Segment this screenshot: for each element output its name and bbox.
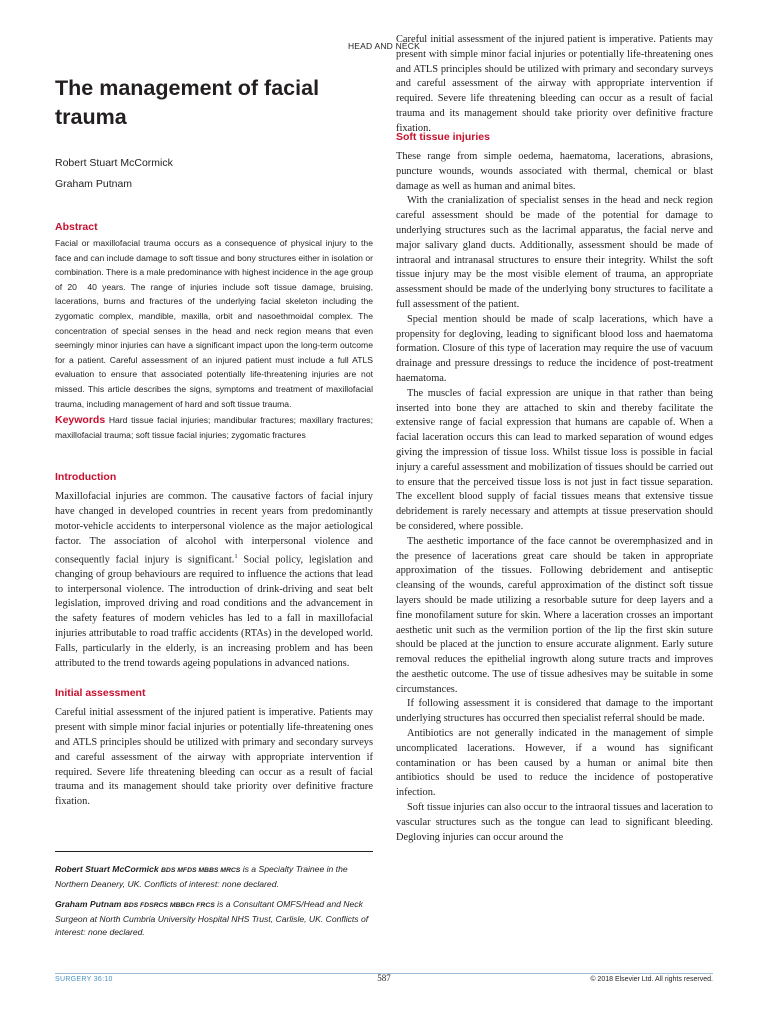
- soft-tissue-paragraph-6: If following assessment it is considered that damage to the important underlying structures has occurred then specialist referral should be made.: [396, 698, 713, 725]
- soft-tissue-paragraph-5: The aesthetic importance of the face cannot be overemphasized and in the presence of lacerations great care should be taken in appropriate approximation of the tissues. Following debridement and antiseptic cleansing of the wounds, careful approximation of the distinct soft tissue layers should be made utilizing a resorbable suture for deep layers and a fine monofilament suture for skin. Where a laceration crosses an important aesthetic unit such as the vermilion portion of the lip the first skin suture should be placed at the junction to ensure accurate alignment. Early suture removal reduces the epithelial ingrowth along suture tracts and improves the aesthetic outcome. The use of tissue adhesives may be suitable in some circumstances.: [396, 535, 713, 695]
- footnote-divider: [55, 851, 373, 852]
- soft-tissue-heading: Soft tissue injuries: [396, 131, 490, 143]
- initial-assessment-overflow: Careful initial assessment of the injured patient is imperative. Patients may present with simple minor facial injuries or potentially life-threatening ones and ATLS principles should be utilized with primary and secondary surveys and careful assessment of the airway with appropriate intervention if required. Severe life threatening bleeding can occur as a result of facial trauma and its management should take priority over definitive fracture fixation.: [396, 34, 713, 134]
- left-column: [55, 74, 374, 808]
- page-number: 587: [377, 973, 391, 983]
- soft-tissue-paragraph-2: With the cranialization of specialist senses in the head and neck region careful assessment should be made of the potential for damage to underlying structures such as the lacrimal apparatus, the facial nerve and major salivary gland ducts. Additionally, assessment should be made of intraoral and intranasal structures to ensure their integrity. Whilst the soft tissue injury may be the most visible element of trauma, an appropriate assessment should be made of the underlying bony structures to facilitate a full assessment of the patient.: [396, 195, 713, 310]
- right-column: [396, 34, 713, 845]
- footer-journal: SURGERY 36:10: [55, 976, 113, 983]
- keywords-label: Keywords: [55, 414, 106, 427]
- bio-1: [55, 863, 373, 890]
- bio-2-credentials: BDS FDSRCS MBBCh FRCS: [123, 902, 215, 910]
- soft-tissue-paragraph-1: These range from simple oedema, haematoma, lacerations, abrasions, puncture wounds, wounds associated with thermal, chemical or blast damage as well as human and animal bites.: [396, 151, 713, 192]
- author-bios: [55, 863, 373, 939]
- author-1: Robert Stuart McCormick: [55, 157, 173, 169]
- bio-1-text: is a Specialty Trainee in the Northern Deanery, UK. Conflicts of interest: none declared.: [55, 864, 348, 889]
- introduction-text-part-2: Social policy, legislation and changing of group behaviours are required to influence the actions that lead to interpersonal violence. The introduction of drink-driving and seat belt legislation, improved driving and road conditions and the advancement in the safety features of modern vehicles has led to a fall in maxillofacial injuries attributable to road traffic accidents (RTAs) in the developed world. Falls, particularly in the elderly, is an increasing problem and has been attributed to the trend towards ageing populations in advanced nations.: [55, 553, 374, 669]
- soft-tissue-paragraph-3: Special mention should be made of scalp lacerations, which have a propensity for degloving, leading to significant blood loss and haematoma formation. Closure of this type of laceration may require the use of vacuum drainage and pressure dressings to reduce the incidence of post-treatment haematoma.: [396, 313, 713, 384]
- introduction-paragraph: [55, 490, 373, 671]
- running-head: HEAD AND NECK: [347, 41, 421, 51]
- bio-1-name: Robert Stuart McCormick: [55, 864, 159, 874]
- keywords-list: Hard tissue facial injuries; mandibular fractures; maxillary fractures; maxillofacial trauma; soft tissue facial injuries; zygomatic fractures: [55, 415, 373, 440]
- initial-assessment-heading: Initial assessment: [55, 687, 146, 700]
- keywords: [55, 413, 373, 442]
- bio-1-credentials: BDS MFDS MBBS MRCS: [161, 867, 241, 874]
- bio-2-text: is a Consultant OMFS/Head and Neck Surgeon at North Cumbria University Hospital NHS Trust, Carlisle, UK. Conflicts of interest: none declared.: [55, 899, 369, 937]
- article-title: The management of facial trauma: [55, 76, 320, 129]
- initial-assessment-paragraph: Careful initial assessment of the injured patient is imperative. Patients may present with simple minor facial injuries or potentially life-threatening ones and ATLS principles should be utilized with primary and secondary surveys and careful assessment of the airway with appropriate intervention if required. Severe life threatening bleeding can occur as a result of facial trauma and its management should take priority over definitive fracture fixation.: [55, 707, 373, 808]
- soft-tissue-paragraph-4: The muscles of facial expression are unique in that rather than being inserted into bone they are attached to skin and thereby facilitate the extensive range of facial expression that humans are capable of. When a facial laceration occurs this can lead to marked separation of wound edges giving the impression of tissue loss. Whilst tissue loss is possible in facial injury a careful assessment and mobilization of tissues should be carried out to ensure that the perceived tissue loss is not just in fact tissue separation. The excellent blood supply of facial tissues means that extensive tissue debridement is rarely necessary and attempts at tissue preservation should be considered, where possible.: [396, 387, 713, 532]
- author-2: Graham Putnam: [55, 178, 133, 190]
- bio-2-name: Graham Putnam: [55, 899, 122, 910]
- soft-tissue-paragraph-8: Soft tissue injuries can also occur to the intraoral tissues and laceration to vascular structures such as the tongue can lead to significant bleeding. Degloving injuries can occur around the: [396, 802, 713, 843]
- initial-assessment-continuation: [396, 33, 713, 134]
- introduction-heading: Introduction: [55, 471, 117, 484]
- bio-2: [55, 898, 373, 938]
- abstract-heading: Abstract: [55, 221, 98, 233]
- footer-copyright: © 2018 Elsevier Ltd. All rights reserved.: [590, 976, 713, 983]
- introduction-text-part-1: Maxillofacial injuries are common. The causative factors of facial injury have changed in developed countries in recent years from predominantly motor-vehicle accidents to interpersonal violence as the major aetiological factor. The association of alcohol with interpersonal violence and consequently facial injury is significant.: [55, 491, 373, 565]
- abstract-text: Facial or maxillofacial trauma occurs as a consequence of physical injury to the face and can include damage to soft tissue and bony structures either in isolation or combination. There is a male predominance with highest incidence in the age group of 20 40 years. The range of injuries include soft tissue damage, bruising, lacerations, burns and fractures of the underlying facial skeleton including the zygomatic complex, mandible, maxilla, orbit and nasoethmoidal complex. The concentration of special senses in the head and neck region means that even seemingly minor injuries can have a significant impact upon the long-term outcome for a patient. Careful assessment of an injured patient must include a full ATLS evaluation to ensure that associated potentially life-threatening injuries are not missed. This article describes the signs, symptoms and treatment of maxillofacial trauma, including management of hard and soft tissue trauma.: [55, 238, 374, 409]
- soft-tissue-paragraph-7: Antibiotics are not generally indicated in the management of simple uncomplicated lacerations. However, if a wound has significant contamination or has been caused by a human or animal bite then antibiotics should be used to reduce the incidence of postoperative infection.: [396, 728, 713, 799]
- reference-citation[interactable]: 1: [234, 552, 238, 560]
